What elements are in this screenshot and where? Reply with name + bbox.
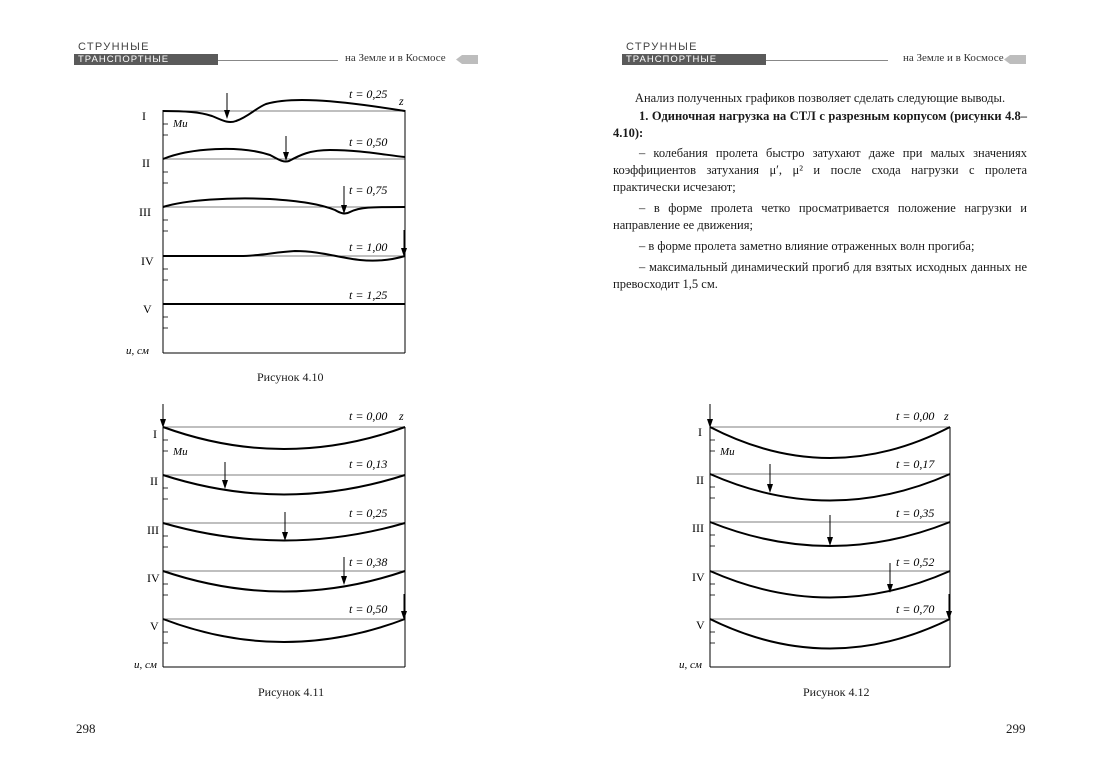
roman-v: V <box>150 619 159 633</box>
roman-ii: II <box>696 473 704 487</box>
time-label-iii: t = 0,35 <box>896 506 935 520</box>
time-label-ii: t = 0,13 <box>349 457 388 471</box>
time-label-v: t = 0,70 <box>896 602 935 616</box>
time-label-iv: t = 1,00 <box>349 240 388 254</box>
bullet-3: – в форме пролета заметно влияние отраженных волн прогиба; <box>639 239 975 253</box>
caption-4-12: Рисунок 4.12 <box>803 685 870 699</box>
roman-iv: IV <box>692 570 705 584</box>
header-series-bar: ТРАНСПОРТНЫЕ СИСТЕМЫ >> <box>74 54 218 65</box>
roman-i: I <box>698 425 702 439</box>
curve-ii <box>163 475 405 495</box>
curve-ii <box>163 149 405 162</box>
curve-v <box>710 619 950 649</box>
figure-4-10 <box>0 0 550 400</box>
time-label-v: t = 1,25 <box>349 288 388 302</box>
mu-label: Mu <box>173 118 188 130</box>
curve-ii <box>710 474 950 501</box>
mu-label: Mu <box>720 446 735 458</box>
time-label-iv: t = 0,52 <box>896 555 935 569</box>
right-page <box>550 0 1100 777</box>
roman-ii: II <box>142 156 150 170</box>
bullet-4: – максимальный динамический прогиб для взятых исходных данных не превосходит 1,5 см. <box>613 260 1027 291</box>
header-rule <box>766 60 888 61</box>
time-label-iii: t = 0,25 <box>349 506 388 520</box>
roman-iii: III <box>139 205 151 219</box>
mu-label: Mu <box>173 446 188 458</box>
page-number-left: 298 <box>76 721 96 736</box>
u-label: u, см <box>126 345 149 357</box>
bullet-2: – в форме пролета четко просматривается положение нагрузки и направление ее движения; <box>613 201 1027 232</box>
time-label-i: t = 0,00 <box>896 409 935 423</box>
section-heading: 1. Одиночная нагрузка на СТЛ с разрезным корпусом (рисунки 4.8–4.10): <box>613 109 1027 140</box>
curve-iv <box>163 571 405 592</box>
time-label-ii: t = 0,17 <box>896 457 935 471</box>
curve-i <box>710 427 950 458</box>
time-label-i: t = 0,00 <box>349 409 388 423</box>
roman-i: I <box>142 109 146 123</box>
roman-v: V <box>143 302 152 316</box>
header-tab <box>1004 55 1026 64</box>
figure-4-11 <box>0 400 550 700</box>
u-label: u, см <box>679 659 702 671</box>
intro-paragraph: Анализ полученных графиков позволяет сделать следующие выводы. <box>634 91 1006 105</box>
caption-4-10: Рисунок 4.10 <box>257 370 324 384</box>
figure-4-12 <box>550 400 1100 700</box>
curve-iv <box>710 571 950 598</box>
z-label: z <box>399 94 404 108</box>
header-subtitle: на Земле и в Космосе <box>345 52 446 64</box>
page-number-right: 299 <box>1006 721 1026 736</box>
header-series-bar: ТРАНСПОРТНЫЕ СИСТЕМЫ >> <box>622 54 766 65</box>
roman-ii: II <box>150 474 158 488</box>
u-label: u, см <box>134 659 157 671</box>
curve-i <box>163 427 405 449</box>
roman-iv: IV <box>147 571 160 585</box>
roman-iii: III <box>692 521 704 535</box>
curve-iii <box>163 198 405 213</box>
roman-iv: IV <box>141 254 154 268</box>
header-series-top: СТРУННЫЕ <box>626 41 698 53</box>
roman-v: V <box>696 618 705 632</box>
time-label-iv: t = 0,38 <box>349 555 388 569</box>
time-label-iii: t = 0,75 <box>349 183 388 197</box>
z-label: z <box>944 409 949 423</box>
time-label-v: t = 0,50 <box>349 602 388 616</box>
z-label: z <box>399 409 404 423</box>
body-text <box>613 90 1027 297</box>
roman-i: I <box>153 427 157 441</box>
curve-v <box>163 619 405 642</box>
header-series-top: СТРУННЫЕ <box>78 41 150 53</box>
caption-4-11: Рисунок 4.11 <box>258 685 325 699</box>
header-subtitle: на Земле и в Космосе <box>903 52 1004 64</box>
time-label-i: t = 0,25 <box>349 87 388 101</box>
roman-iii: III <box>147 523 159 537</box>
time-label-ii: t = 0,50 <box>349 135 388 149</box>
bullet-1: – колебания пролета быстро затухают даже при малых значениях коэффициентов затухания μ′, μ² и после схода нагрузки с пролета практически исчезают; <box>613 146 1027 194</box>
